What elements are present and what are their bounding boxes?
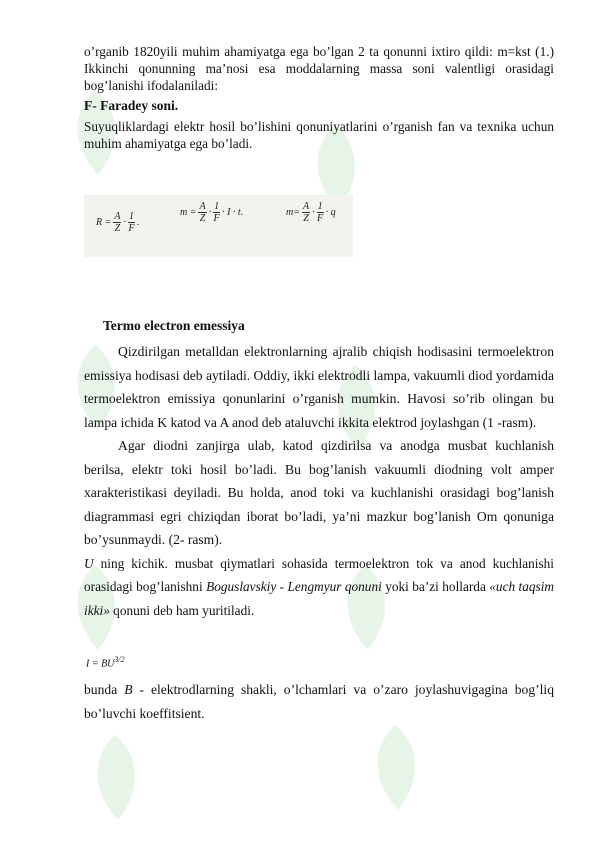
paragraph-coefficient: bunda B - elektrodlarning shakli, o’lchamlari va o’zaro joylashuvigagina bog’liq bo’luvchi koeffitsient. <box>84 682 554 721</box>
faraday-text: Suyuqliklardagi elektr hosil bo’lishini qonuniyatlarini o’rganish fan va texnika uchun muhim ahamiyatga ega bo’ladi. <box>84 119 554 151</box>
formula-m-q: m= $\frac{A}{Z}$ · $\frac{1}{F}$ · q <box>286 201 336 224</box>
paragraph-law: U ning kichik. musbat qiymatlari sohasida termoelektron tok va anod kuchlanishi orasidagi bog’lanishni Boguslavskiy - Lengmyur qonuni yoki ba’zi hollarda «uch taqsim ikki» qonuni deb ham yuritiladi. <box>84 555 555 618</box>
paragraph-diode: Agar diodni zanjirga ulab, katod qizdirilsa va anodga musbat kuchlanish berilsa, elektr toki hosil bo’ladi. Bu bog’lanish vakuumli diodning volt amper xarakteristikasi deyiladi. Bu holda, anod toki va kuchlanishi orasidagi bog’lanish diagrammasi egri chiziqdan iborat bo’ladi, ya’ni mazkur bog’lanish Om qonuniga bo’ysunmaydi. (2- rasm). <box>84 438 554 547</box>
law-formula: $I = BU^{3/2}$ <box>86 655 125 670</box>
paragraph-emission: Qizdirilgan metalldan elektronlarning ajralib chiqish hodisasini termoelektron emissiya hodisasi deb aytiladi. Oddiy, ikki elektrodli lampa, vakuumli diod yordamida termoelektron emissiya qonunlarini o’rganish mumkin. Havosi so’rib olingan bu lampa ichida K katod va A anod deb ataluvchi ikkita elektrod joylashgan (1 -rasm). <box>84 344 554 430</box>
section-body <box>84 340 554 622</box>
formula-box <box>84 195 353 257</box>
formula-r: R = $\frac{A}{Z}$ · $\frac{1}{F}$ . <box>96 211 140 234</box>
paragraph-intro: o’rganib 1820yili muhim ahamiyatga ega bo’lgan 2 ta qonunni ixtiro qildi: m=kst (1.) Ikkinchi qonunning ma’nosi esa moddalarning massa soni valentligi orasidagi bog’lanishi ifodalaniladi: <box>84 44 554 93</box>
paragraph-coefficient-block <box>84 678 554 725</box>
page-content <box>84 40 554 152</box>
faraday-heading: F- Faradey soni. <box>84 98 179 113</box>
watermark-leaf-icon <box>80 730 150 825</box>
watermark-leaf-icon <box>360 720 430 815</box>
formula-m-it: m = $\frac{A}{Z}$ · $\frac{1}{F}$ · I · t. <box>180 201 244 224</box>
section-title: Termo electron emessiya <box>103 318 245 333</box>
